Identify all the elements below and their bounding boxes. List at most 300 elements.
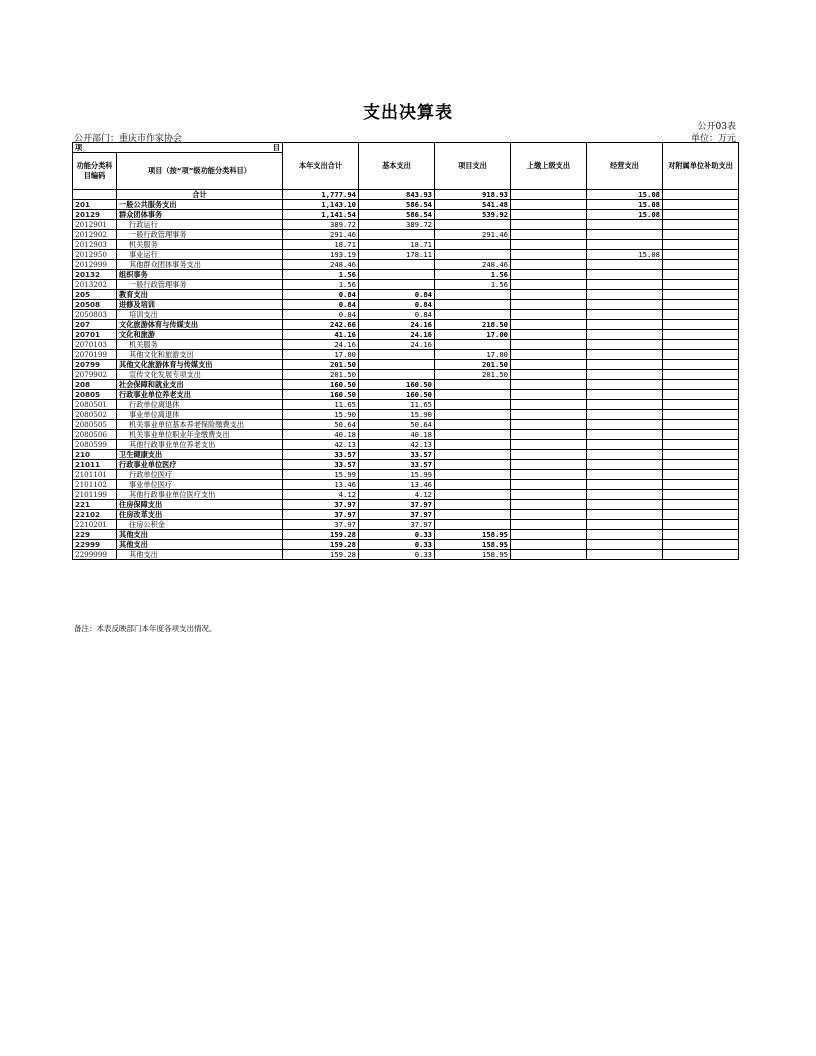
row-total: 18.71 [283, 240, 359, 250]
table-row [73, 410, 739, 420]
row-subsidy [663, 340, 739, 350]
row-subsidy [663, 390, 739, 400]
row-total: 0.84 [283, 310, 359, 320]
row-subsidy [663, 230, 739, 240]
row-name: 一般行政管理事务 [117, 280, 283, 290]
table-row [73, 490, 739, 500]
row-name: 其他文化旅游体育与传媒支出 [117, 360, 283, 370]
row-name: 事业运行 [117, 250, 283, 260]
row-name: 合计 [117, 190, 283, 200]
row-basic: 24.16 [359, 320, 435, 330]
row-code: 2070199 [73, 350, 117, 360]
row-total: 15.90 [283, 410, 359, 420]
row-basic: 40.18 [359, 430, 435, 440]
row-basic: 33.57 [359, 460, 435, 470]
table-row [73, 230, 739, 240]
row-name: 宣传文化发展专项支出 [117, 370, 283, 380]
row-total: 15.99 [283, 470, 359, 480]
row-project: 201.50 [435, 370, 511, 380]
row-total: 193.19 [283, 250, 359, 260]
row-project [435, 500, 511, 510]
row-total: 0.84 [283, 290, 359, 300]
table-row [73, 460, 739, 470]
row-code: 2079902 [73, 370, 117, 380]
row-basic: 586.54 [359, 200, 435, 210]
table-row [73, 280, 739, 290]
table-row [73, 390, 739, 400]
row-basic: 0.84 [359, 300, 435, 310]
row-code: 22102 [73, 510, 117, 520]
row-code: 205 [73, 290, 117, 300]
row-business [587, 540, 663, 550]
row-business: 15.08 [587, 190, 663, 200]
row-name: 一般行政管理事务 [117, 230, 283, 240]
row-business [587, 430, 663, 440]
row-subsidy [663, 460, 739, 470]
row-upper [511, 360, 587, 370]
unit-label: 单位：万元 [690, 134, 736, 144]
row-upper [511, 330, 587, 340]
row-name: 社会保障和就业支出 [117, 380, 283, 390]
header-total: 本年支出合计 [283, 143, 359, 190]
row-code: 2070103 [73, 340, 117, 350]
row-name: 行政运行 [117, 220, 283, 230]
row-name: 文化和旅游 [117, 330, 283, 340]
row-subsidy [663, 420, 739, 430]
row-business [587, 550, 663, 560]
table-row [73, 520, 739, 530]
row-upper [511, 320, 587, 330]
row-subsidy [663, 430, 739, 440]
row-code: 2101102 [73, 480, 117, 490]
row-upper [511, 230, 587, 240]
row-basic [359, 280, 435, 290]
row-code: 207 [73, 320, 117, 330]
row-name: 群众团体事务 [117, 210, 283, 220]
table-row [73, 480, 739, 490]
row-subsidy [663, 350, 739, 360]
row-business [587, 450, 663, 460]
row-subsidy [663, 280, 739, 290]
row-upper [511, 500, 587, 510]
row-subsidy [663, 550, 739, 560]
row-basic: 178.11 [359, 250, 435, 260]
row-name: 机关服务 [117, 240, 283, 250]
row-subsidy [663, 540, 739, 550]
row-project [435, 340, 511, 350]
row-business [587, 280, 663, 290]
department-label: 公开部门：重庆市作家协会 [74, 134, 183, 144]
row-total: 201.50 [283, 370, 359, 380]
row-project: 158.95 [435, 530, 511, 540]
row-upper [511, 460, 587, 470]
row-business [587, 330, 663, 340]
row-project [435, 300, 511, 310]
row-basic: 4.12 [359, 490, 435, 500]
row-project [435, 490, 511, 500]
row-upper [511, 310, 587, 320]
row-total: 160.50 [283, 380, 359, 390]
row-code: 22999 [73, 540, 117, 550]
row-business [587, 480, 663, 490]
table-row [73, 250, 739, 260]
table-row [73, 540, 739, 550]
row-name: 住房公积金 [117, 520, 283, 530]
row-project [435, 430, 511, 440]
row-project [435, 410, 511, 420]
row-name: 其他支出 [117, 550, 283, 560]
row-total: 37.97 [283, 510, 359, 520]
page-title: 支出决算表 [363, 103, 453, 123]
table-row [73, 380, 739, 390]
row-upper [511, 490, 587, 500]
row-subsidy [663, 490, 739, 500]
table-row [73, 550, 739, 560]
row-name: 其他行政事业单位医疗支出 [117, 490, 283, 500]
table-row [73, 190, 739, 200]
form-number: 公开03表 [697, 122, 736, 132]
row-project [435, 290, 511, 300]
row-code: 20799 [73, 360, 117, 370]
row-code: 2012902 [73, 230, 117, 240]
header-basic: 基本支出 [359, 143, 435, 190]
row-basic: 24.16 [359, 340, 435, 350]
row-project [435, 510, 511, 520]
row-name: 行政单位离退休 [117, 400, 283, 410]
row-business: 15.08 [587, 250, 663, 260]
row-subsidy [663, 440, 739, 450]
row-upper [511, 450, 587, 460]
row-project [435, 470, 511, 480]
row-code: 2013202 [73, 280, 117, 290]
row-code: 2080599 [73, 440, 117, 450]
row-business [587, 350, 663, 360]
row-code [73, 190, 117, 200]
header-row-top [73, 143, 739, 153]
row-subsidy [663, 270, 739, 280]
row-basic: 0.33 [359, 530, 435, 540]
table-row [73, 310, 739, 320]
row-subsidy [663, 530, 739, 540]
row-total: 242.66 [283, 320, 359, 330]
table-row [73, 360, 739, 370]
row-project: 17.00 [435, 330, 511, 340]
row-name: 行政事业单位养老支出 [117, 390, 283, 400]
row-project [435, 390, 511, 400]
row-subsidy [663, 320, 739, 330]
row-business [587, 510, 663, 520]
row-total: 201.50 [283, 360, 359, 370]
table-row [73, 370, 739, 380]
table-row [73, 470, 739, 480]
row-basic [359, 260, 435, 270]
row-code: 201 [73, 200, 117, 210]
row-upper [511, 550, 587, 560]
row-total: 42.13 [283, 440, 359, 450]
row-business [587, 520, 663, 530]
row-code: 20129 [73, 210, 117, 220]
row-upper [511, 190, 587, 200]
row-project: 218.50 [435, 320, 511, 330]
row-code: 208 [73, 380, 117, 390]
row-code: 2012903 [73, 240, 117, 250]
row-name: 住房保障支出 [117, 500, 283, 510]
row-code: 210 [73, 450, 117, 460]
row-subsidy [663, 260, 739, 270]
table-body [73, 190, 739, 560]
row-basic [359, 230, 435, 240]
row-basic [359, 360, 435, 370]
header-name: 项目（按“项”级功能分类科目） [117, 153, 283, 190]
row-subsidy [663, 500, 739, 510]
row-total: 0.84 [283, 300, 359, 310]
row-upper [511, 300, 587, 310]
table-row [73, 430, 739, 440]
row-upper [511, 530, 587, 540]
row-code: 2299999 [73, 550, 117, 560]
row-total: 1,143.10 [283, 200, 359, 210]
row-upper [511, 510, 587, 520]
row-subsidy [663, 410, 739, 420]
table-row [73, 450, 739, 460]
row-subsidy [663, 480, 739, 490]
row-upper [511, 260, 587, 270]
row-total: 159.28 [283, 530, 359, 540]
row-basic: 0.84 [359, 310, 435, 320]
footnote: 备注：本表反映部门本年度各项支出情况。 [74, 624, 217, 633]
row-business [587, 470, 663, 480]
table-row [73, 340, 739, 350]
row-basic: 37.97 [359, 500, 435, 510]
row-code: 2080505 [73, 420, 117, 430]
expenditure-table [72, 142, 739, 560]
row-business [587, 340, 663, 350]
row-code: 2012999 [73, 260, 117, 270]
row-name: 机关服务 [117, 340, 283, 350]
row-subsidy [663, 450, 739, 460]
row-project [435, 240, 511, 250]
row-business [587, 370, 663, 380]
table-row [73, 270, 739, 280]
row-upper [511, 400, 587, 410]
row-upper [511, 290, 587, 300]
row-subsidy [663, 300, 739, 310]
table-row [73, 530, 739, 540]
row-upper [511, 250, 587, 260]
row-upper [511, 350, 587, 360]
row-code: 2080506 [73, 430, 117, 440]
row-total: 37.97 [283, 500, 359, 510]
row-upper [511, 470, 587, 480]
table-row [73, 510, 739, 520]
row-project: 918.93 [435, 190, 511, 200]
row-project: 201.50 [435, 360, 511, 370]
row-code: 229 [73, 530, 117, 540]
row-basic [359, 270, 435, 280]
row-basic: 586.54 [359, 210, 435, 220]
header-item-cell [73, 143, 283, 153]
row-total: 50.64 [283, 420, 359, 430]
row-code: 2210201 [73, 520, 117, 530]
row-project: 539.92 [435, 210, 511, 220]
row-subsidy [663, 220, 739, 230]
row-subsidy [663, 330, 739, 340]
row-basic: 18.71 [359, 240, 435, 250]
row-business [587, 400, 663, 410]
row-project [435, 520, 511, 530]
row-upper [511, 240, 587, 250]
row-name: 其他文化和旅游支出 [117, 350, 283, 360]
row-name: 组织事务 [117, 270, 283, 280]
row-subsidy [663, 370, 739, 380]
row-name: 事业单位医疗 [117, 480, 283, 490]
row-subsidy [663, 290, 739, 300]
row-basic: 389.72 [359, 220, 435, 230]
row-total: 11.65 [283, 400, 359, 410]
row-subsidy [663, 400, 739, 410]
row-basic: 50.64 [359, 420, 435, 430]
row-basic: 843.93 [359, 190, 435, 200]
header-upper: 上缴上级支出 [511, 143, 587, 190]
row-upper [511, 380, 587, 390]
table-row [73, 260, 739, 270]
row-total: 37.97 [283, 520, 359, 530]
row-business [587, 460, 663, 470]
table-row [73, 320, 739, 330]
row-code: 2080501 [73, 400, 117, 410]
row-basic [359, 370, 435, 380]
table-row [73, 440, 739, 450]
row-code: 2101101 [73, 470, 117, 480]
row-business [587, 530, 663, 540]
row-name: 其他支出 [117, 540, 283, 550]
row-total: 1,141.54 [283, 210, 359, 220]
row-project [435, 450, 511, 460]
row-name: 卫生健康支出 [117, 450, 283, 460]
row-basic: 160.50 [359, 390, 435, 400]
row-subsidy [663, 360, 739, 370]
row-basic: 24.16 [359, 330, 435, 340]
header-subsidy: 对附属单位补助支出 [663, 143, 739, 190]
row-project [435, 310, 511, 320]
row-project [435, 440, 511, 450]
row-basic: 0.33 [359, 540, 435, 550]
row-business [587, 420, 663, 430]
row-subsidy [663, 190, 739, 200]
table-row [73, 400, 739, 410]
header-item-left: 项 [75, 142, 83, 152]
row-total: 248.46 [283, 260, 359, 270]
row-total: 17.00 [283, 350, 359, 360]
row-business [587, 270, 663, 280]
row-total: 33.57 [283, 450, 359, 460]
row-code: 2050803 [73, 310, 117, 320]
row-basic: 37.97 [359, 520, 435, 530]
row-subsidy [663, 210, 739, 220]
row-business [587, 300, 663, 310]
row-name: 机关事业单位职业年金缴费支出 [117, 430, 283, 440]
table-row [73, 350, 739, 360]
row-basic: 33.57 [359, 450, 435, 460]
row-upper [511, 410, 587, 420]
row-total: 1,777.94 [283, 190, 359, 200]
row-total: 160.50 [283, 390, 359, 400]
row-subsidy [663, 250, 739, 260]
row-total: 40.18 [283, 430, 359, 440]
row-upper [511, 220, 587, 230]
row-total: 159.28 [283, 550, 359, 560]
row-subsidy [663, 200, 739, 210]
row-basic: 0.33 [359, 550, 435, 560]
row-code: 20508 [73, 300, 117, 310]
row-business [587, 390, 663, 400]
row-code: 21011 [73, 460, 117, 470]
row-subsidy [663, 380, 739, 390]
row-name: 机关事业单位基本养老保险缴费支出 [117, 420, 283, 430]
row-business [587, 500, 663, 510]
row-total: 389.72 [283, 220, 359, 230]
row-business [587, 240, 663, 250]
row-name: 行政单位医疗 [117, 470, 283, 480]
row-basic: 15.90 [359, 410, 435, 420]
table-row [73, 300, 739, 310]
table-row [73, 220, 739, 230]
row-project: 17.00 [435, 350, 511, 360]
row-business: 15.08 [587, 210, 663, 220]
row-project: 158.95 [435, 550, 511, 560]
row-upper [511, 440, 587, 450]
header-code: 功能分类科目编码 [73, 153, 117, 190]
table-row [73, 500, 739, 510]
table-row [73, 200, 739, 210]
row-business [587, 260, 663, 270]
row-name: 事业单位离退休 [117, 410, 283, 420]
table-row [73, 330, 739, 340]
row-total: 1.56 [283, 270, 359, 280]
row-project: 1.56 [435, 280, 511, 290]
row-basic: 42.13 [359, 440, 435, 450]
row-project [435, 250, 511, 260]
row-code: 2080502 [73, 410, 117, 420]
row-total: 33.57 [283, 460, 359, 470]
row-name: 一般公共服务支出 [117, 200, 283, 210]
row-project [435, 420, 511, 430]
row-name: 培训支出 [117, 310, 283, 320]
row-code: 20805 [73, 390, 117, 400]
row-name: 其他群众团体事务支出 [117, 260, 283, 270]
header-project: 项目支出 [435, 143, 511, 190]
row-name: 其他支出 [117, 530, 283, 540]
row-code: 2101199 [73, 490, 117, 500]
row-upper [511, 340, 587, 350]
row-total: 41.16 [283, 330, 359, 340]
row-basic: 37.97 [359, 510, 435, 520]
row-business [587, 230, 663, 240]
row-name: 其他行政事业单位养老支出 [117, 440, 283, 450]
row-upper [511, 210, 587, 220]
row-project [435, 460, 511, 470]
row-business [587, 410, 663, 420]
row-business [587, 290, 663, 300]
row-subsidy [663, 510, 739, 520]
row-project: 541.48 [435, 200, 511, 210]
row-name: 进修及培训 [117, 300, 283, 310]
row-upper [511, 540, 587, 550]
row-project [435, 400, 511, 410]
row-upper [511, 420, 587, 430]
row-total: 24.16 [283, 340, 359, 350]
row-basic: 15.99 [359, 470, 435, 480]
